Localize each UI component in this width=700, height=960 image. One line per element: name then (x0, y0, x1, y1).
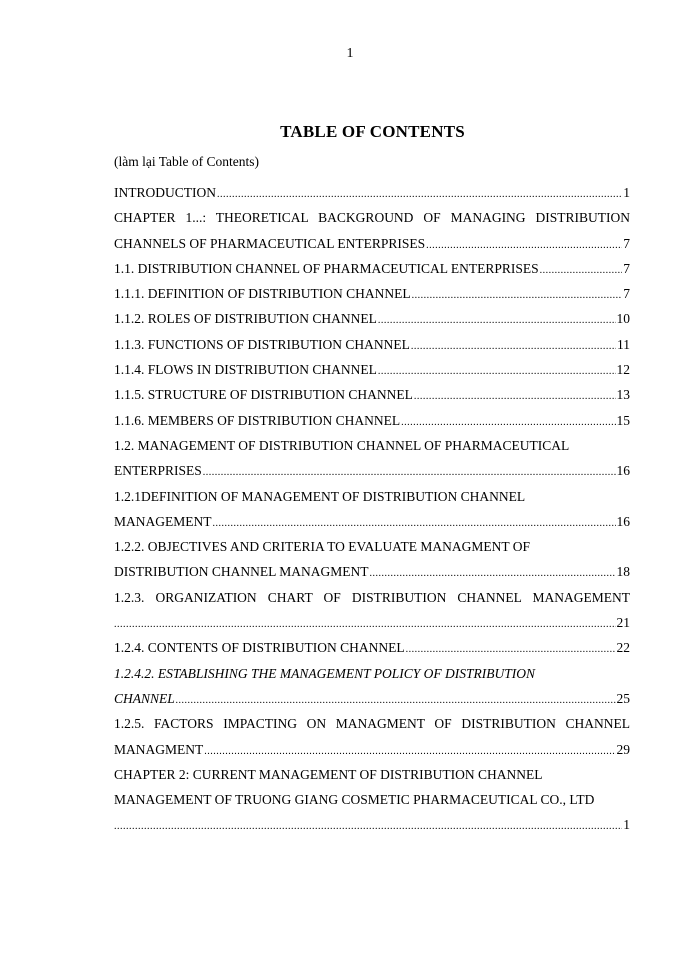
toc-note: (làm lại Table of Contents) (114, 154, 260, 169)
toc-entry-text: 1.1.1. DEFINITION OF DISTRIBUTION CHANNEL (114, 286, 411, 302)
toc-entry-page: 1 (623, 185, 630, 200)
toc-entry[interactable] (114, 762, 630, 787)
toc-entry-text: DISTRIBUTION CHANNEL MANAGMENT (114, 564, 369, 580)
toc-entry-page: 15 (616, 412, 630, 428)
toc-entry[interactable] (114, 484, 630, 509)
leader-dots (114, 612, 616, 635)
toc-entry-page: 11 (617, 336, 630, 352)
toc-entry[interactable] (114, 737, 630, 762)
toc-entry[interactable] (114, 382, 630, 407)
leader-dots (426, 233, 622, 256)
toc-title: TABLE OF CONTENTS (280, 122, 465, 141)
leader-dots (176, 688, 616, 711)
toc-entry-page: 1 (623, 817, 630, 833)
toc-entry[interactable] (114, 433, 630, 458)
leader-dots (406, 637, 616, 660)
toc-entry[interactable] (114, 635, 630, 660)
toc-entry-page: 22 (616, 640, 630, 656)
toc-entry[interactable] (114, 281, 630, 306)
toc-entry[interactable] (114, 711, 630, 736)
toc-entry-page: 12 (616, 362, 630, 378)
toc-entry-text: 1.1.5. STRUCTURE OF DISTRIBUTION CHANNEL (114, 387, 413, 403)
toc-entry[interactable] (114, 534, 630, 559)
toc-entry[interactable] (114, 787, 630, 812)
leader-dots (414, 384, 616, 407)
toc-entry[interactable] (114, 559, 630, 584)
toc-entry-page: 21 (616, 615, 630, 631)
toc-entry-text: 1.2. MANAGEMENT OF DISTRIBUTION CHANNEL OF PHARMACEUTICAL (114, 437, 570, 453)
toc-entry[interactable] (114, 180, 630, 205)
toc-entry-text: 1.2.4.2. ESTABLISHING THE MANAGEMENT POLICY OF DISTRIBUTION (114, 665, 536, 681)
toc-entry-text: MANAGMENT (114, 741, 204, 757)
toc-entry-text: CHANNELS OF PHARMACEUTICAL ENTERPRISES (114, 235, 426, 251)
toc-entry-text: 1.1.6. MEMBERS OF DISTRIBUTION CHANNEL (114, 412, 401, 428)
toc-entry[interactable] (114, 357, 630, 382)
page-number: 1 (346, 46, 354, 61)
toc-entry[interactable] (114, 686, 630, 711)
toc-entry[interactable] (114, 661, 630, 686)
toc-entry-text: MANAGEMENT (114, 513, 212, 529)
toc-entry-text: 1.1.4. FLOWS IN DISTRIBUTION CHANNEL (114, 362, 377, 378)
toc-entry-text: 1.1. DISTRIBUTION CHANNEL OF PHARMACEUTICAL ENTERPRISES (114, 260, 539, 276)
leader-dots (217, 182, 622, 205)
toc-entry[interactable] (114, 256, 630, 281)
toc-entry-text: 1.1.3. FUNCTIONS OF DISTRIBUTION CHANNEL (114, 336, 410, 352)
toc-entry-text: 1.2.2. OBJECTIVES AND CRITERIA TO EVALUATE MANAGMENT OF (114, 539, 531, 555)
toc-entry-page: 10 (616, 311, 630, 327)
toc-entry[interactable] (114, 585, 630, 610)
toc-entry-text: CHAPTER 1...: THEORETICAL BACKGROUND OF MANAGING DISTRIBUTION (114, 210, 630, 226)
toc-entry-text: INTRODUCTION (114, 185, 216, 200)
toc-entry[interactable] (114, 408, 630, 433)
leader-dots (204, 739, 615, 762)
toc-entry[interactable] (114, 332, 630, 357)
toc-entry[interactable] (114, 812, 630, 837)
toc-entry[interactable] (114, 231, 630, 256)
toc-entry-page: 29 (616, 741, 630, 757)
toc-entry-page: 7 (623, 260, 630, 276)
toc-entry-text: CHAPTER 2: CURRENT MANAGEMENT OF DISTRIBUTION CHANNEL (114, 766, 543, 782)
leader-dots (401, 410, 615, 433)
toc-entry-page: 13 (616, 387, 630, 403)
toc-entry-text: CHANNEL (114, 690, 175, 706)
toc-entry-page: 16 (616, 513, 630, 529)
leader-dots (378, 308, 616, 331)
toc-entry-text: ENTERPRISES (114, 463, 202, 479)
toc-entry[interactable] (114, 306, 630, 331)
toc-entry-text: 1.2.5. FACTORS IMPACTING ON MANAGMENT OF DISTRIBUTION CHANNEL (114, 716, 630, 732)
toc-entry-text: 1.2.3. ORGANIZATION CHART OF DISTRIBUTION CHANNEL MANAGEMENT (114, 589, 630, 605)
toc-entry-page: 7 (623, 235, 630, 251)
toc-entry[interactable] (114, 205, 630, 230)
table-of-contents (114, 180, 630, 838)
toc-entry[interactable] (114, 610, 630, 635)
toc-entry-text: MANAGEMENT OF TRUONG GIANG COSMETIC PHARMACEUTICAL CO., LTD (114, 792, 595, 808)
leader-dots (203, 460, 616, 483)
leader-dots (114, 814, 622, 837)
leader-dots (378, 359, 616, 382)
leader-dots (411, 334, 616, 357)
toc-entry-page: 16 (616, 463, 630, 479)
toc-entry[interactable] (114, 509, 630, 534)
toc-entry-text: 1.2.4. CONTENTS OF DISTRIBUTION CHANNEL (114, 640, 405, 656)
leader-dots (213, 511, 616, 534)
toc-entry-page: 7 (623, 286, 630, 302)
toc-entry[interactable] (114, 458, 630, 483)
toc-entry-page: 25 (616, 690, 630, 706)
toc-entry-text: 1.1.2. ROLES OF DISTRIBUTION CHANNEL (114, 311, 377, 327)
leader-dots (412, 283, 623, 306)
leader-dots (540, 258, 623, 281)
toc-entry-text: 1.2.1DEFINITION OF MANAGEMENT OF DISTRIBUTION CHANNEL (114, 488, 526, 504)
leader-dots (369, 561, 615, 584)
toc-entry-page: 18 (616, 564, 630, 580)
